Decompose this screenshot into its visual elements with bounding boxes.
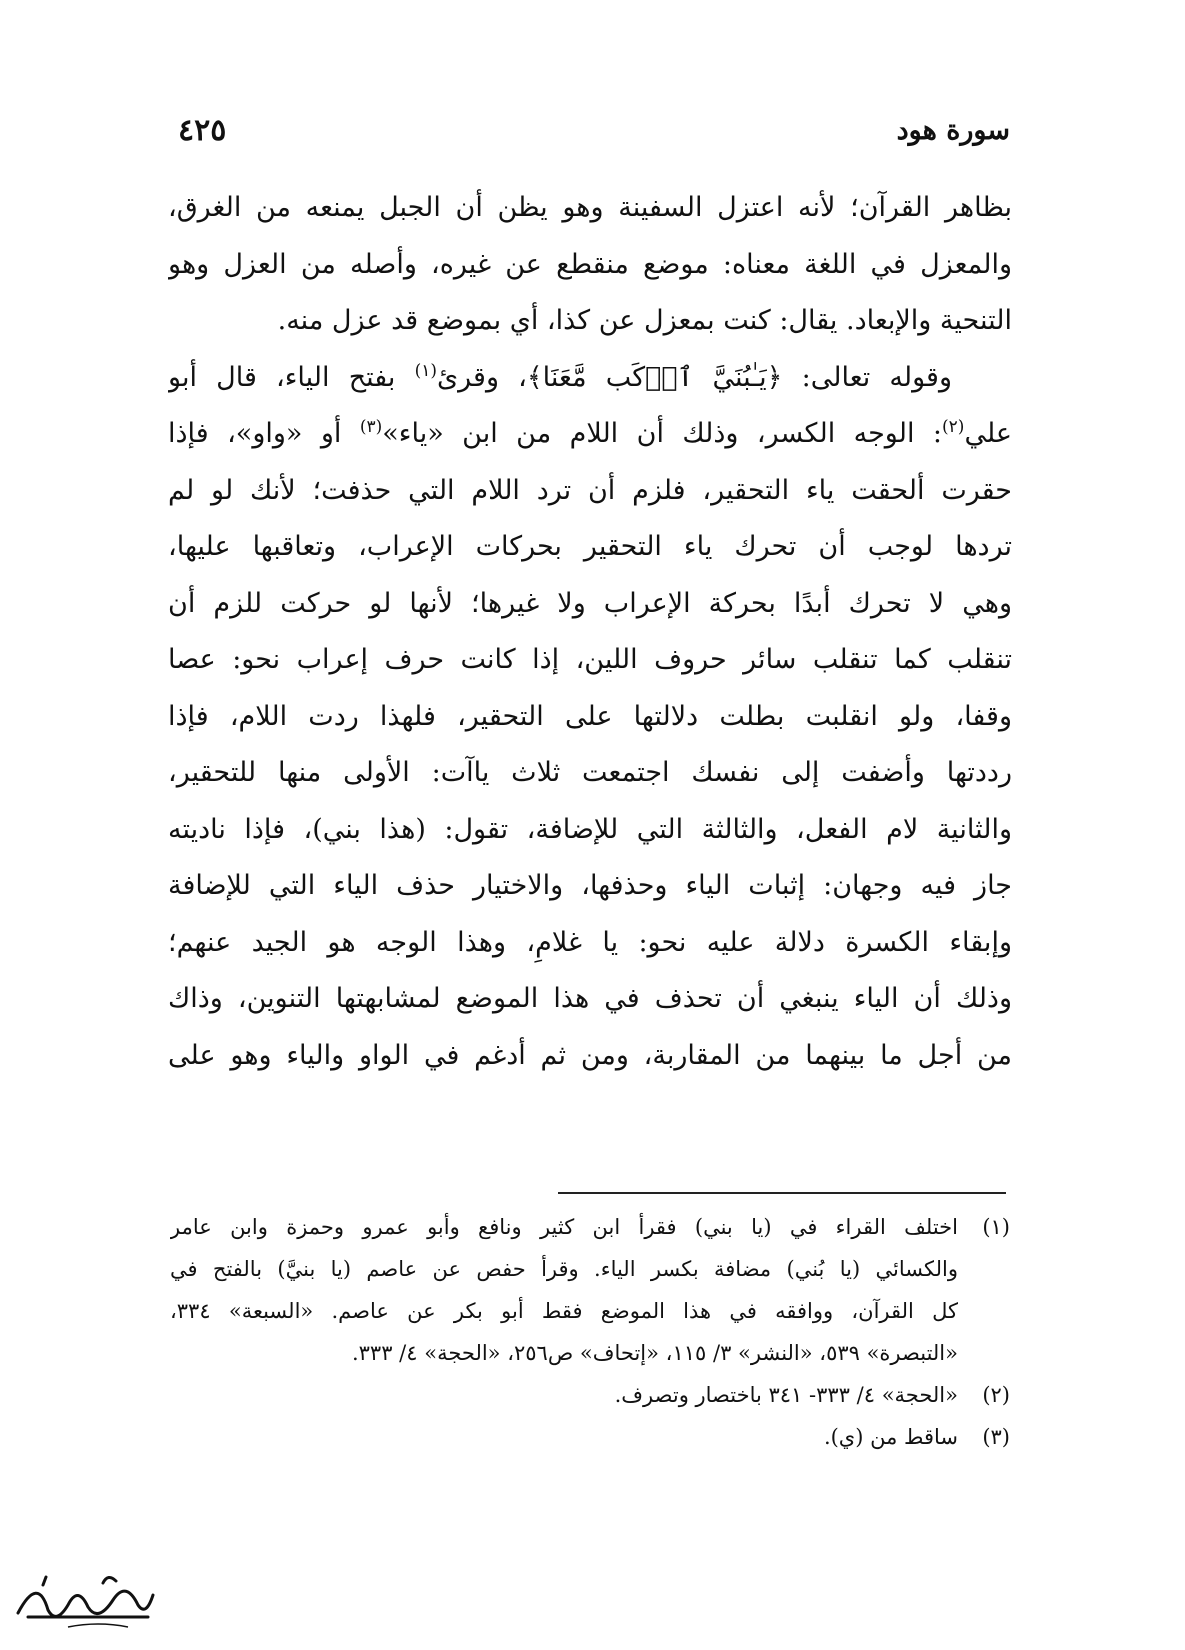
footnote-text [170,1416,958,1458]
text-line: والمعزل في اللغة معناه: موضع منقطع عن غيره، وأصله من العزل وهو [168,248,1012,280]
text-line: جاز فيه وجهان: إثبات الياء وحذفها، والاختيار حذف الياء التي للإضافة [168,870,1012,901]
text-line: التنحية والإبعاد. يقال: كنت بمعزل عن كذا، أي بموضع قد عزل منه. [277,305,1012,336]
page-header [178,100,1010,160]
page-number: ٤٢٥ [178,112,227,148]
text-line: تردها لوجب أن تحرك ياء التحقير بحركات الإعراب، وتعاقبها عليها، [168,531,1012,562]
footnote-number: (٣) [982,1425,1010,1449]
text-line: وذلك أن الياء ينبغي أن تحذف في هذا الموضع لمشابهتها التنوين، وذاك [168,983,1012,1014]
footnote-line: «الحجة» ٤/ ٣٣٣- ٣٤١ باختصار وتصرف. [614,1383,958,1407]
surah-title: سورة هود [896,114,1010,146]
footnotes [170,1206,1010,1458]
publisher-logo [8,1555,158,1635]
text-line: بظاهر القرآن؛ لأنه اعتزل السفينة وهو يظن أن الجبل يمنعه من الغرق، [168,192,1012,223]
text-line: حقرت ألحقت ياء التحقير، فلزم أن ترد اللام التي حذفت؛ لأنك لو لم [168,474,1012,506]
text-fragment: علي [964,418,1012,449]
footnote-line: كل القرآن، ووافقه في هذا الموضع فقط أبو بكر عن عاصم. «السبعة» ٣٣٤، [170,1299,958,1323]
footnote-1 [170,1206,1010,1374]
text-fragment: أو «واو»، فإذا [168,418,360,449]
text-line [168,350,1012,407]
footnote-line: اختلف القراء في (يا بني) فقرأ ابن كثير ونافع وأبو عمرو وحمزة وابن عامر [170,1215,958,1239]
text-line: تنقلب كما تنقلب سائر حروف اللين، إذا كانت حرف إعراب نحو: عصا [168,644,1012,675]
footnote-2 [170,1374,1010,1416]
text-line: والثانية لام الفعل، والثالثة التي للإضافة، تقول: (هذا بني)، فإذا ناديته [168,813,1012,845]
text-fragment: بفتح الياء، قال أبو [168,361,415,393]
footnote-ref-2: (٢) [942,417,965,437]
text-fragment: : الوجه الكسر، وذلك أن اللام من ابن «ياء» [382,418,943,449]
text-line: رددتها وأضفت إلى نفسك اجتمعت ثلاث ياآت: الأولى منها للتحقير، [168,757,1012,788]
text-line [168,406,1012,463]
footnote-number: (١) [982,1215,1010,1239]
text-line: وهي لا تحرك أبدًا بحركة الإعراب ولا غيرها؛ لأنها لو حركت للزم أن [168,587,1012,619]
footnote-3 [170,1416,1010,1458]
footnote-text [170,1374,958,1416]
text-line: وقفا، ولو انقلبت بطلت دلالتها على التحقير، فلهذا ردت اللام، فإذا [168,700,1012,732]
footnote-line: ساقط من (ي). [823,1425,958,1449]
footnote-number: (٢) [982,1383,1010,1407]
footnote-line: والكسائي (يا بُني) مضافة بكسر الياء. وقرأ حفص عن عاصم (يا بنيَّ) بالفتح في [170,1257,958,1281]
footnote-ref-1: (١) [414,360,438,381]
text-line: وإبقاء الكسرة دلالة عليه نحو: يا غلامِ، وهذا الوجه هو الجيد عنهم؛ [168,926,1012,958]
footnote-ref-3: (٣) [359,417,383,437]
footnote-separator [558,1192,1006,1194]
quran-verse-line: وقوله تعالى: ﴿يَـٰبُنَيَّ ٱرۡكَب مَّعَنَا﴾، وقرئ [437,361,952,393]
main-text [168,180,1012,1084]
footnote-text [170,1206,958,1374]
footnote-line: «التبصرة» ٥٣٩، «النشر» ٣/ ١١٥، «إتحاف» ص٢٥٦، «الحجة» ٤/ ٣٣٣. [351,1341,958,1365]
text-line: من أجل ما بينهما من المقاربة، ومن ثم أدغم في الواو والياء وهو على [168,1039,1012,1071]
